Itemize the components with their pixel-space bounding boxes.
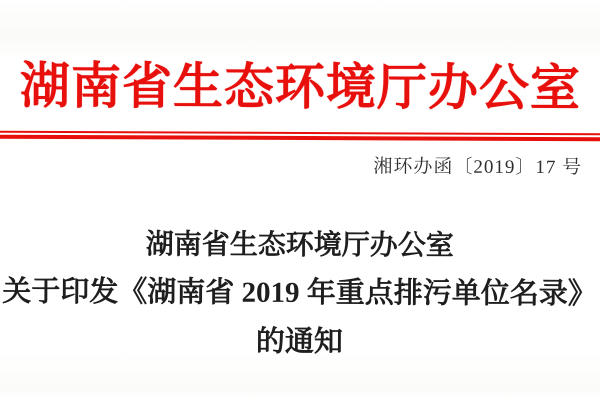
notice-title-line-1: 湖南省生态环境厅办公室	[145, 229, 454, 262]
notice-title-line-2: 关于印发《湖南省 2019 年重点排污单位名录》	[2, 275, 597, 311]
masthead-divider-rule	[0, 131, 600, 142]
notice-title	[0, 229, 600, 360]
notice-title-line-3: 的通知	[255, 325, 343, 358]
agency-masthead: 湖南省生态环境厅办公室	[19, 57, 582, 117]
document-reference-number: 湘环办函〔2019〕17 号	[373, 156, 583, 179]
